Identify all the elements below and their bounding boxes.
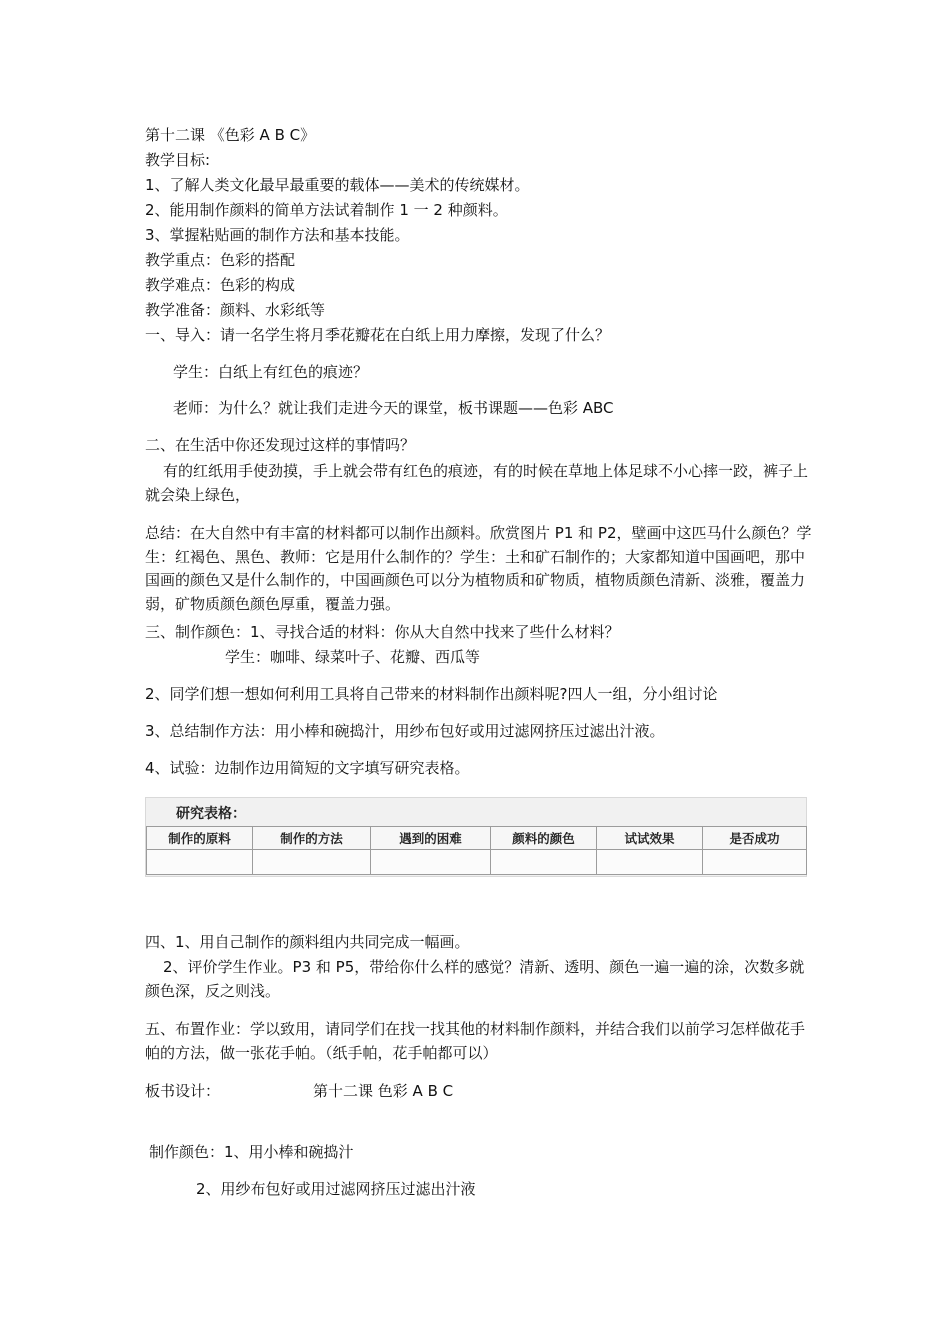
section4-line1: 四、1、用自己制作的颜料组内共同完成一幅画。 (145, 933, 470, 951)
research-table (146, 826, 807, 875)
section3-student: 学生：咖啡、绿菜叶子、花瓣、西瓜等 (225, 648, 481, 666)
research-table-block (145, 797, 807, 877)
objective-3: 3、掌握粘贴画的制作方法和基本技能。 (145, 226, 410, 244)
section5: 五、布置作业：学以致用，请同学们在找一找其他的材料制作颜料，并结合我们以前学习怎样做花手帕的方法，做一张花手帕。（纸手帕，花手帕都可以） (145, 1020, 806, 1062)
board-line2: 2、用纱布包好或用过滤网挤压过滤出汁液 (196, 1180, 476, 1198)
board-title: 第十二课 色彩 A B C (313, 1082, 454, 1100)
table-header-cell: 是否成功 (703, 827, 807, 850)
table-cell (147, 850, 253, 875)
table-row (147, 850, 807, 875)
objective-1: 1、了解人类文化最早最重要的载体——美术的传统媒材。 (145, 176, 530, 194)
lesson-title: 第十二课 《色彩 A B C》 (145, 126, 316, 144)
key-point: 教学重点：色彩的搭配 (145, 251, 296, 269)
board-label: 板书设计： (145, 1082, 221, 1100)
research-table-title: 研究表格： (176, 806, 246, 822)
table-cell (597, 850, 703, 875)
table-header-cell: 遇到的困难 (371, 827, 491, 850)
section2-summary: 总结：在大自然中有丰富的材料都可以制作出颜料。欣赏图片 P1 和 P2，壁画中这匹马什么颜色？学生：红褐色、黑色、教师：它是用什么制作的？学生：土和矿石制作的；大家都知道中国画吧，那中国画的颜色又是什么制作的，中国画颜色可以分为植物质和矿物质，植物质颜色清新、淡雅，覆盖力弱，矿物质颜色颜色厚重，覆盖力强。 (145, 524, 812, 613)
section3-step4: 4、试验：边制作边用简短的文字填写研究表格。 (145, 759, 470, 777)
section2-paragraph: 有的红纸用手使劲摸，手上就会带有红色的痕迹，有的时候在草地上体足球不小心摔一跤，裤子上就会染上绿色， (145, 462, 809, 504)
table-header-cell: 制作的方法 (253, 827, 371, 850)
section4-line2: 2、评价学生作业。P3 和 P5，带给你什么样的感觉？清新、透明、颜色一遍一遍的涂，次数多就颜色深，反之则浅。 (145, 958, 805, 1000)
section3-step3: 3、总结制作方法：用小棒和碗捣汁，用纱布包好或用过滤网挤压过滤出汁液。 (145, 722, 665, 740)
table-header-cell: 颜料的颜色 (491, 827, 597, 850)
section3-heading: 三、制作颜色：1、寻找合适的材料：你从大自然中找来了些什么材料？ (145, 623, 620, 641)
objective-2: 2、能用制作颜料的简单方法试着制作 1 一 2 种颜料。 (145, 201, 508, 219)
difficulty: 教学难点：色彩的构成 (145, 276, 296, 294)
section1-teacher: 老师：为什么？就让我们走进今天的课堂，板书课题——色彩 ABC (173, 399, 614, 417)
table-cell (703, 850, 807, 875)
section1-student: 学生：白纸上有红色的痕迹？ (173, 363, 369, 381)
preparation: 教学准备：颜料、水彩纸等 (145, 301, 326, 319)
section2-heading: 二、在生活中你还发现过这样的事情吗？ (145, 436, 416, 454)
section1-heading: 一、导入：请一名学生将月季花瓣花在白纸上用力摩擦，发现了什么？ (145, 326, 611, 344)
board-line1: 制作颜色：1、用小棒和碗捣汁 (149, 1143, 354, 1161)
objectives-heading: 教学目标: (145, 151, 211, 169)
table-header-row (147, 827, 807, 850)
section3-step2: 2、同学们想一想如何利用工具将自己带来的材料制作出颜料呢?四人一组，分小组讨论 (145, 685, 718, 703)
table-cell (491, 850, 597, 875)
table-cell (253, 850, 371, 875)
table-header-cell: 制作的原料 (147, 827, 253, 850)
table-header-cell: 试试效果 (597, 827, 703, 850)
table-cell (371, 850, 491, 875)
